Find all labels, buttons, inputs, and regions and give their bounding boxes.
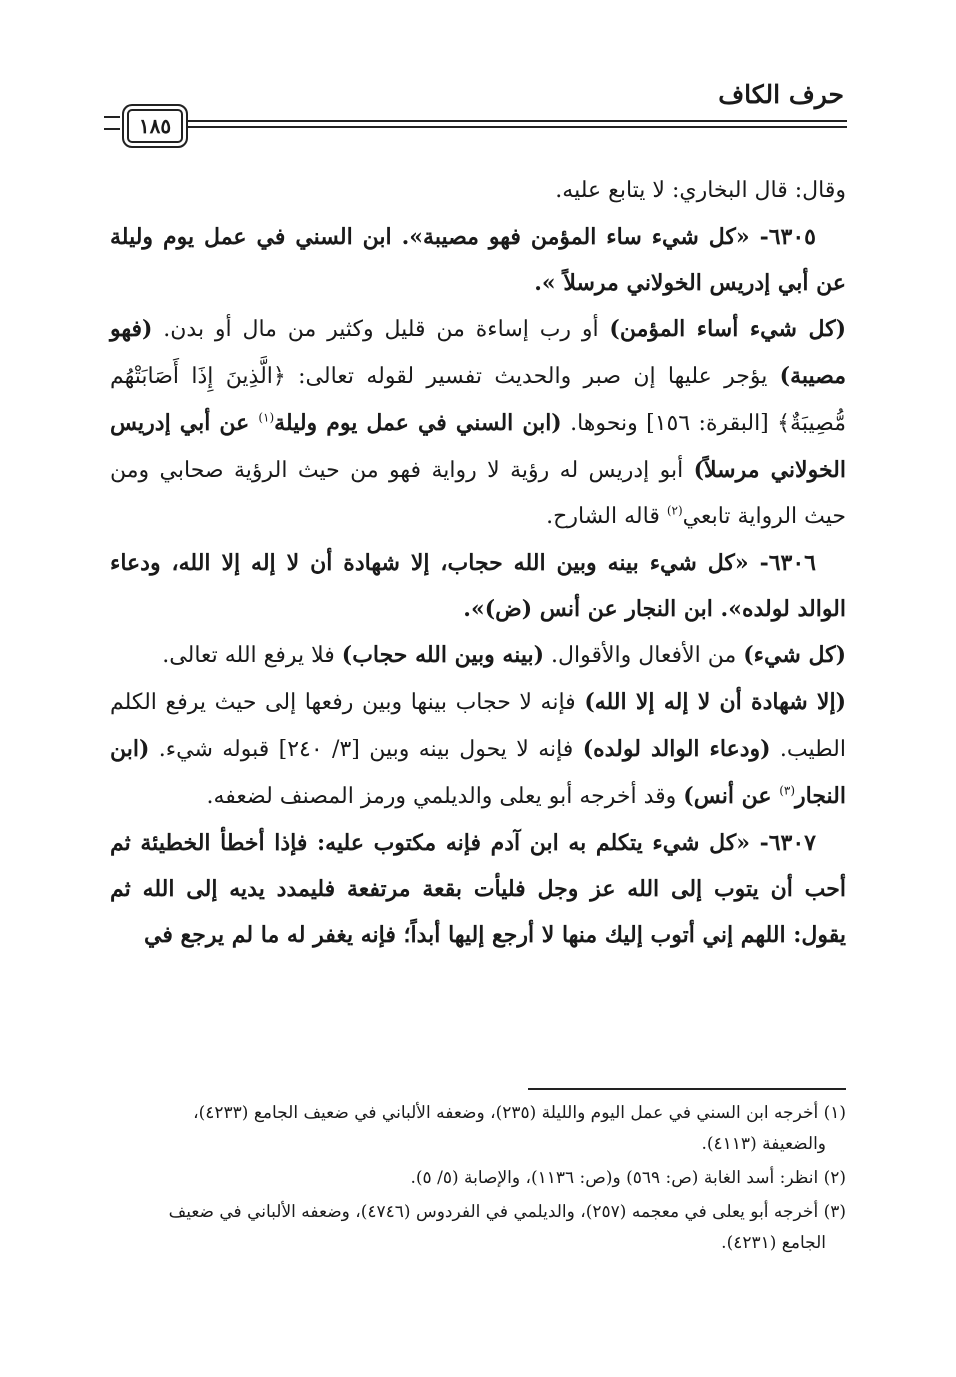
- commentary-text: من الأفعال والأقوال.: [544, 643, 744, 668]
- quoted-phrase: (ابن النجار: [110, 736, 846, 809]
- commentary-paragraph: [110, 306, 846, 540]
- commentary-text: يؤجر عليها إن صبر والحديث تفسير لقوله تعالى: ﴿الَّذِينَ إِذَا أَصَابَتْهُم مُّصِيبَةٌ﴾ [البقرة: ١٥٦] ونحوها.: [110, 364, 846, 436]
- footnote-marker: (١): [258, 410, 275, 425]
- commentary-paragraph: [110, 679, 846, 820]
- quoted-phrase: (إلا شهادة أن لا إله إلا الله): [584, 689, 846, 715]
- footnote-text: الجامع (٤٢٣١).: [721, 1233, 826, 1253]
- commentary-text: قاله الشارح.: [546, 504, 667, 529]
- quoted-phrase: (بينه وبين الله حجاب): [341, 642, 545, 668]
- commentary-text: فإنه لا حجاب بينها وبين رفعها إلى حيث يرفع الكلم الطيب.: [110, 690, 847, 762]
- paragraph: وقال: قال البخاري: لا يتابع عليه.: [555, 178, 846, 203]
- chapter-title: حرف الكاف: [718, 80, 844, 109]
- footnote-text: والضعيفة (٤١١٣).: [701, 1134, 826, 1154]
- commentary-text: فإنه لا يحول بينه وبين [٣/ ٢٤٠] قبوله شيء.: [149, 737, 583, 762]
- footnotes: [110, 1098, 846, 1262]
- commentary-text: أو رب إساءة من قليل وكثير من مال أو بدن.: [152, 317, 610, 342]
- footnote-marker: (٣): [779, 783, 796, 798]
- quoted-phrase: عن أبي إدريس الخولاني مرسلاً): [110, 410, 846, 483]
- page-number-badge: ١٨٥: [122, 104, 188, 148]
- footnote-2: (٢) انظر: أسد الغابة (ص: ٥٦٩) و(ص: ١١٣٦)، والإصابة (٥/ ٥).: [410, 1168, 846, 1188]
- footnote-3: [110, 1197, 846, 1259]
- commentary-text: وقد أخرجه أبو يعلى والديلمي ورمز المصنف لضعفه.: [206, 784, 684, 809]
- hadith-paragraph: ٦٣٠٧- «كل شيء يتكلم به ابن آدم فإنه مكتوب عليه: فإذا أخطأ الخطيئة ثم أحب أن يتوب إلى الله عز وجل فليأت بقعة مرتفعة فليمدد يديه إلى الله ثم يقول: اللهم إني أتوب إليك منها لا أرجع إليها أبداً؛ فإنه يغفر له ما لم يرجع في: [110, 830, 846, 948]
- footnote-marker: (٢): [666, 503, 683, 518]
- commentary-text: فلا يرفع الله تعالى.: [162, 643, 342, 668]
- hadith-paragraph: ٦٣٠٦- «كل شيء بينه وبين الله حجاب، إلا شهادة أن لا إله إلا الله، ودعاء الوالد لولده». ابن النجار عن أنس (ض)».: [110, 550, 846, 622]
- header-rule: [187, 120, 847, 132]
- quoted-phrase: (ابن السني في عمل يوم وليلة: [274, 410, 562, 436]
- commentary-text: أبو إدريس له رؤية لا رواية فهو من حيث الرؤية صحابي ومن حيث الرواية تابعي: [110, 458, 846, 529]
- footnote-text: (٣) أخرجه أبو يعلى في معجمه (٢٥٧)، والديلمي في الفردوس (٤٧٤٦)، وضعفه الألباني في ضعيف: [168, 1202, 846, 1222]
- footnote-1: [110, 1098, 846, 1160]
- quoted-phrase: (كل شيء أساء المؤمن): [609, 316, 846, 342]
- hadith-paragraph: ٦٣٠٥- «كل شيء ساء المؤمن فهو مصيبة». ابن السني في عمل يوم وليلة عن أبي إدريس الخولاني مرسلاً ».: [110, 224, 846, 296]
- quoted-phrase: عن أنس): [683, 783, 780, 809]
- quoted-phrase: (كل شيء): [743, 642, 846, 668]
- main-text: [110, 168, 846, 958]
- commentary-paragraph: [110, 632, 846, 679]
- quoted-phrase: (فهو مصيبة): [110, 316, 846, 389]
- footnote-separator: [528, 1088, 846, 1090]
- badge-ornament: [104, 116, 120, 130]
- quoted-phrase: (ودعاء الوالد لولده): [582, 736, 771, 762]
- footnote-text: (١) أخرجه ابن السني في عمل اليوم والليلة (٢٣٥)، وضعفه الألباني في ضعيف الجامع (٤٢٣٣)،: [193, 1103, 846, 1123]
